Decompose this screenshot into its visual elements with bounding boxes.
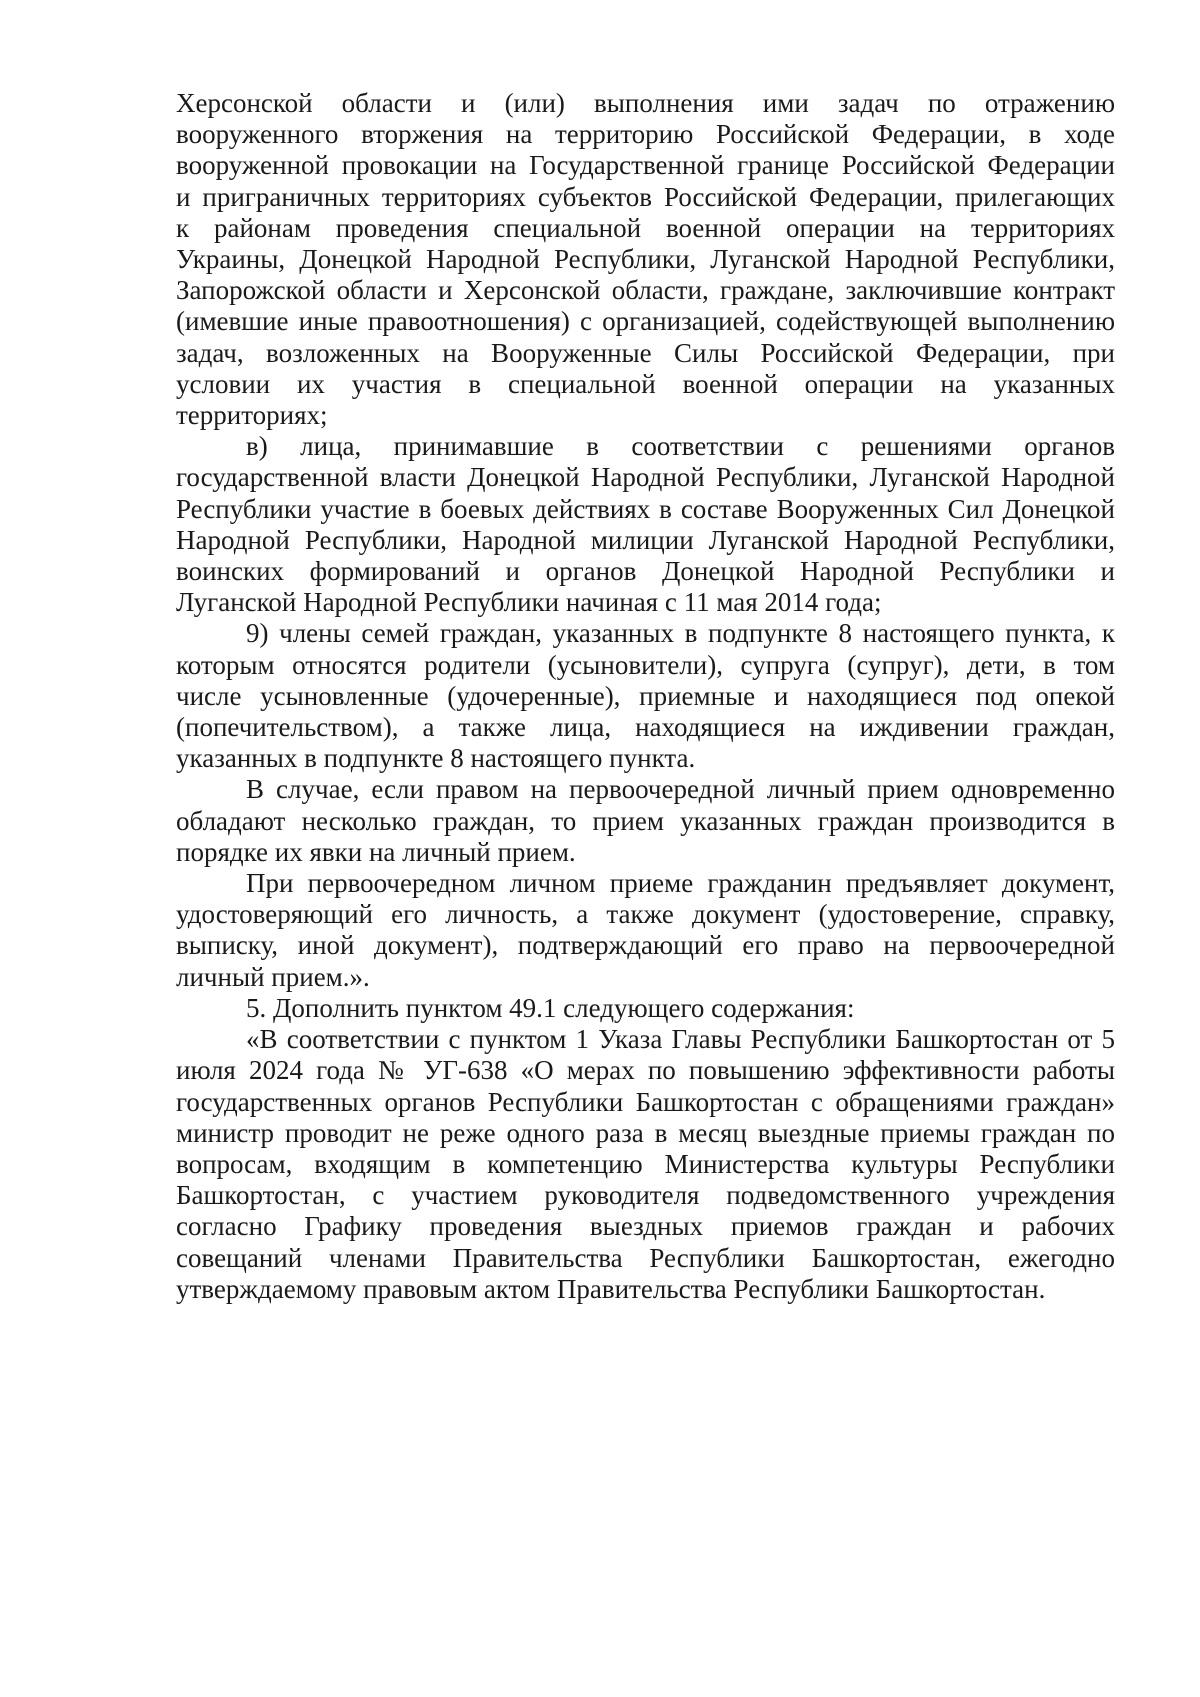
text-line: июля 2024 года № УГ-638 «О мерах по повышению эффективности работы bbox=[176, 1055, 1115, 1086]
paragraph-continuation bbox=[176, 88, 1115, 431]
text-line: «В соответствии с пунктом 1 Указа Главы Республики Башкортостан от 5 bbox=[246, 1024, 1115, 1055]
text-line: задач, возложенных на Вооруженные Силы Российской Федерации, при bbox=[176, 337, 1115, 368]
text-line: территориях; bbox=[176, 400, 328, 431]
text-line: и приграничных территориях субъектов Российской Федерации, прилегающих bbox=[176, 181, 1115, 212]
text-line: (попечительством), а также лица, находящиеся на иждивении граждан, bbox=[176, 712, 1115, 743]
text-line: (имевшие иные правоотношения) с организацией, содействующей выполнению bbox=[176, 306, 1115, 337]
text-line: Запорожской области и Херсонской области, граждане, заключившие контракт bbox=[176, 275, 1115, 306]
paragraph-document bbox=[176, 868, 1115, 993]
text-line: утверждаемому правовым актом Правительства Республики Башкортостан. bbox=[176, 1273, 1046, 1304]
text-line: согласно Графику проведения выездных приемов граждан и рабочих bbox=[176, 1211, 1115, 1242]
text-line: 5. Дополнить пунктом 49.1 следующего содержания: bbox=[246, 992, 855, 1023]
text-line: вопросам, входящим в компетенцию Министерства культуры Республики bbox=[176, 1148, 1115, 1179]
text-line: в) лица, принимавшие в соответствии с решениями органов bbox=[246, 431, 1115, 462]
paragraph-item-v bbox=[176, 431, 1115, 618]
text-line: Украины, Донецкой Народной Республики, Луганской Народной Республики, bbox=[176, 244, 1115, 275]
text-line: которым относятся родители (усыновители), супруга (супруг), дети, в том bbox=[176, 649, 1115, 680]
text-line: Луганской Народной Республики начиная с 11 мая 2014 года; bbox=[176, 587, 882, 618]
text-line: указанных в подпункте 8 настоящего пункта. bbox=[176, 743, 696, 774]
text-line: 9) члены семей граждан, указанных в подпункте 8 настоящего пункта, к bbox=[246, 618, 1115, 649]
text-line: Народной Республики, Народной милиции Луганской Народной Республики, bbox=[176, 524, 1115, 555]
text-line: числе усыновленные (удочеренные), приемные и находящиеся под опекой bbox=[176, 680, 1115, 711]
text-line: министр проводит не реже одного раза в месяц выездные приемы граждан по bbox=[176, 1117, 1115, 1148]
paragraph-decree bbox=[176, 1024, 1115, 1305]
text-line: государственной власти Донецкой Народной Республики, Луганской Народной bbox=[176, 462, 1115, 493]
text-line: выписку, иной документ), подтверждающий его право на первоочередной bbox=[176, 930, 1115, 961]
text-line: Херсонской области и (или) выполнения ими задач по отражению bbox=[176, 88, 1115, 118]
text-line: вооруженной провокации на Государственной границе Российской Федерации bbox=[176, 150, 1115, 181]
document-body bbox=[176, 88, 1115, 1305]
paragraph-item-9 bbox=[176, 618, 1115, 774]
text-line: условии их участия в специальной военной операции на указанных bbox=[176, 368, 1115, 399]
text-line: порядке их явки на личный прием. bbox=[176, 836, 576, 867]
text-line: В случае, если правом на первоочередной личный прием одновременно bbox=[246, 774, 1115, 805]
text-line: государственных органов Республики Башкортостан с обращениями граждан» bbox=[176, 1086, 1115, 1117]
text-line: личный прием.». bbox=[176, 961, 370, 992]
text-line: Республики участие в боевых действиях в составе Вооруженных Сил Донецкой bbox=[176, 493, 1115, 524]
text-line: обладают несколько граждан, то прием указанных граждан производится в bbox=[176, 805, 1115, 836]
text-line: При первоочередном личном приеме гражданин предъявляет документ, bbox=[246, 868, 1115, 899]
text-line: воинских формирований и органов Донецкой Народной Республики и bbox=[176, 556, 1115, 587]
text-line: вооруженного вторжения на территорию Российской Федерации, в ходе bbox=[176, 119, 1115, 150]
text-line: к районам проведения специальной военной операции на территориях bbox=[176, 212, 1115, 243]
text-line: совещаний членами Правительства Республики Башкортостан, ежегодно bbox=[176, 1242, 1115, 1273]
text-line: Башкортостан, с участием руководителя подведомственного учреждения bbox=[176, 1180, 1115, 1211]
paragraph-case bbox=[176, 774, 1115, 868]
paragraph-item-5 bbox=[176, 993, 1115, 1024]
text-line: удостоверяющий его личность, а также документ (удостоверение, справку, bbox=[176, 899, 1115, 930]
